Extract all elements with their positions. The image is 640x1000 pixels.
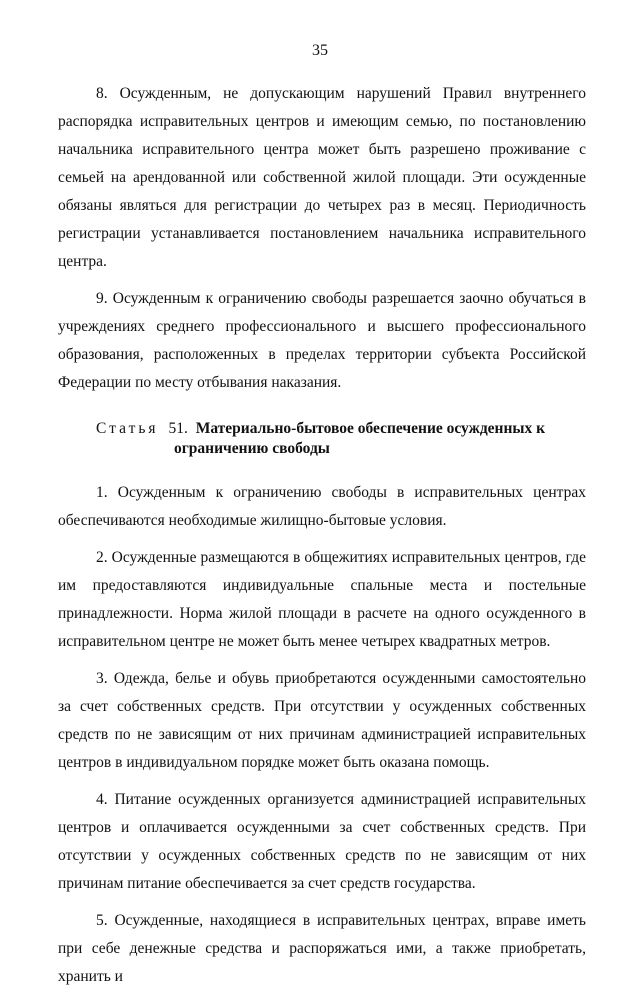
page-number: 35 — [312, 42, 328, 59]
article-title-line1: Материально-бытовое обеспечение осужденных к — [195, 420, 546, 437]
article-number: 51. — [168, 420, 188, 437]
paragraph-item-5: 5. Осужденные, находящиеся в исправительных центрах, вправе иметь при себе денежные средства и распоряжаться ими, а также приобретать, хранить и — [58, 912, 586, 985]
paragraph-item-2: 2. Осужденные размещаются в общежитиях исправительных центров, где им предоставляются индивидуальные спальные места и постельные принадлежности. Норма жилой площади в расчете на одного осужденного в исправительном центре не может быть менее четырех квадратных метров. — [58, 549, 586, 650]
article-title-line2: ограничению свободы — [174, 440, 330, 457]
paragraph-item-9: 9. Осужденным к ограничению свободы разрешается заочно обучаться в учреждениях среднего профессионального и высшего профессионального образования, расположенных в пределах территории субъекта Российской Федерации по месту отбывания наказания. — [58, 290, 586, 391]
article-heading — [58, 419, 586, 459]
document-body — [58, 80, 586, 1000]
paragraph-item-4: 4. Питание осужденных организуется администрацией исправительных центров и оплачивается осужденными за счет собственных средств. При отсутствии у осужденных собственных средств по не зависящим от них причинам питание обеспечивается за счет средств государства. — [58, 791, 586, 892]
paragraph-item-1: 1. Осужденным к ограничению свободы в исправительных центрах обеспечиваются необходимые жилищно-бытовые условия. — [58, 484, 586, 529]
paragraph-item-3: 3. Одежда, белье и обувь приобретаются осужденными самостоятельно за счет собственных средств. При отсутствии у осужденных собственных средств по не зависящим от них причинам администрацией исправительных центров в индивидуальном порядке может быть оказана помощь. — [58, 670, 586, 771]
article-label: Статья — [96, 420, 159, 437]
paragraph-item-8: 8. Осужденным, не допускающим нарушений Правил внутреннего распорядка исправительных центров и имеющим семью, по постановлению начальника исправительного центра может быть разрешено проживание с семьей на арендованной или собственной жилой площади. Эти осужденные обязаны являться для регистрации до четырех раз в месяц. Периодичность регистрации устанавливается постановлением начальника исправительного центра. — [58, 85, 586, 270]
